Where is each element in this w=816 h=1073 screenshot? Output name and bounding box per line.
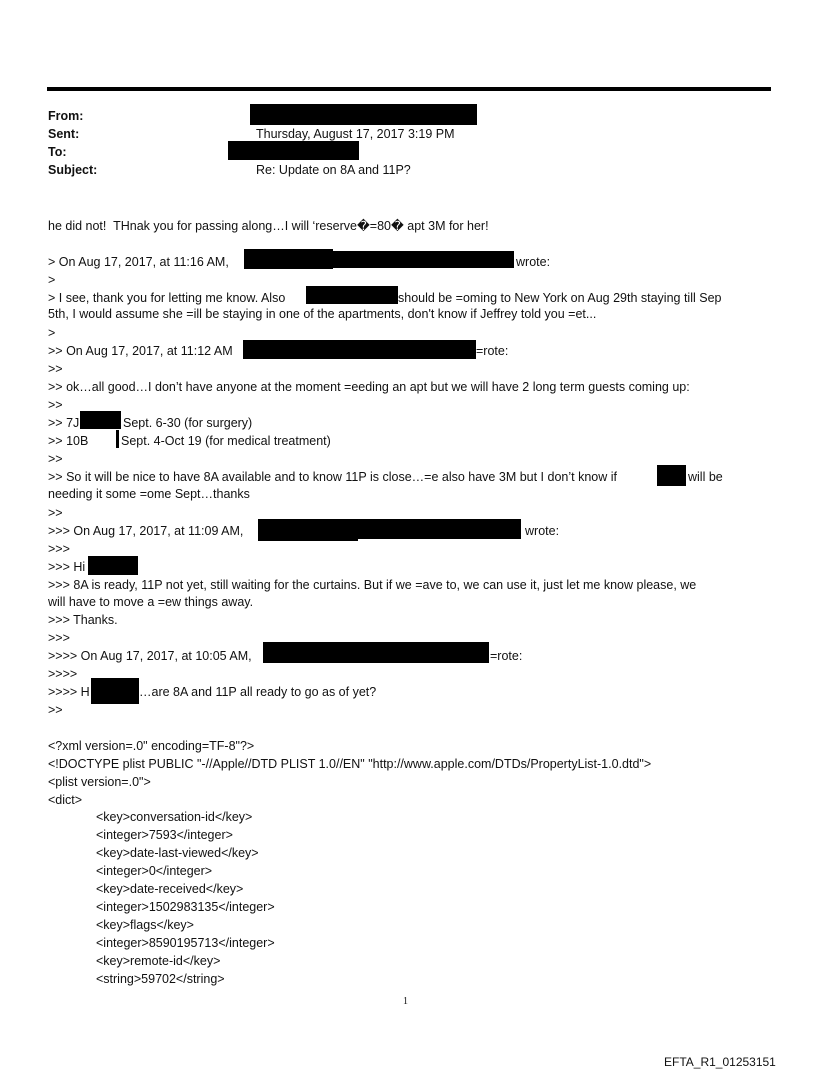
plist-line: <key>remote-id</key>: [96, 954, 221, 968]
from-label: From:: [48, 109, 84, 123]
document-id: EFTA_R1_01253151: [664, 1055, 776, 1069]
quote-header: > On Aug 17, 2017, at 11:16 AM,: [48, 255, 229, 269]
body-line: >>: [48, 703, 63, 717]
body-line: >>> 8A is ready, 11P not yet, still waiting for the curtains. But if we =ave to, we can use it, just let me know please, we: [48, 578, 697, 592]
plist-line: <?xml version=.0" encoding=TF-8"?>: [48, 739, 255, 753]
plist-line: <key>date-last-viewed</key>: [96, 846, 259, 860]
subject-value: Re: Update on 8A and 11P?: [256, 163, 411, 177]
body-line: >> So it will be nice to have 8A available and to know 11P is close…=e also have 3M but I don’t know if: [48, 470, 617, 484]
quote-header-end: =rote:: [476, 344, 509, 358]
quote-header-end: =rote:: [490, 649, 523, 663]
redaction: [243, 340, 476, 359]
plist-line: <key>date-received</key>: [96, 882, 244, 896]
subject-label: Subject:: [48, 163, 98, 177]
body-line-cont: should be =oming to New York on Aug 29th staying till Sep: [398, 291, 722, 305]
plist-line: <string>59702</string>: [96, 972, 225, 986]
body-line: he did not! THnak you for passing along…I will ‘reserve�=80� apt 3M for her!: [48, 219, 489, 233]
body-line: needing it some =ome Sept…thanks: [48, 487, 250, 501]
plist-line: <integer>1502983135</integer>: [96, 900, 275, 914]
body-line: >>>> H: [48, 685, 90, 699]
to-redaction: [228, 141, 359, 160]
body-line: >>>: [48, 542, 70, 556]
plist-line: <dict>: [48, 793, 83, 807]
page-number: 1: [403, 996, 408, 1007]
body-line: >> 10B: [48, 434, 89, 448]
redaction: [356, 519, 521, 539]
body-line: will have to move a =ew things away.: [48, 595, 254, 609]
redaction: [657, 465, 686, 486]
body-line: >>> Thanks.: [48, 613, 118, 627]
quote-header: >>>> On Aug 17, 2017, at 10:05 AM,: [48, 649, 252, 663]
redaction: [258, 519, 358, 541]
body-line: >: [48, 326, 56, 340]
body-line: >>>>: [48, 667, 78, 681]
quote-header-end: wrote:: [516, 255, 551, 269]
redaction: [263, 642, 489, 663]
redaction: [306, 286, 398, 304]
redaction: [116, 430, 119, 448]
body-line: >>: [48, 362, 63, 376]
redaction: [88, 556, 138, 575]
plist-line: <integer>8590195713</integer>: [96, 936, 275, 950]
body-line-cont: Sept. 6-30 (for surgery): [123, 416, 253, 430]
to-label: To:: [48, 145, 67, 159]
quote-header-end: wrote:: [525, 524, 560, 538]
plist-line: <integer>0</integer>: [96, 864, 213, 878]
quote-header: >> On Aug 17, 2017, at 11:12 AM: [48, 344, 233, 358]
redaction: [332, 251, 514, 268]
redaction: [91, 678, 139, 704]
quote-header: >>> On Aug 17, 2017, at 11:09 AM,: [48, 524, 244, 538]
header-divider: [47, 87, 771, 91]
body-line: >>> Hi: [48, 560, 86, 574]
redaction: [244, 249, 333, 269]
body-line: 5th, I would assume she =ill be staying in one of the apartments, don't know if Jeffrey told you =et...: [48, 307, 597, 321]
plist-line: <integer>7593</integer>: [96, 828, 233, 842]
body-line: >>: [48, 398, 63, 412]
body-line: >> ok…all good…I don’t have anyone at the moment =eeding an apt but we will have 2 long term guests coming up:: [48, 380, 690, 394]
plist-line: <plist version=.0">: [48, 775, 151, 789]
redaction: [80, 411, 121, 429]
body-line-cont: …are 8A and 11P all ready to go as of yet?: [139, 685, 377, 699]
plist-line: <key>flags</key>: [96, 918, 194, 932]
body-line: >>: [48, 452, 63, 466]
body-line: > I see, thank you for letting me know. Also: [48, 291, 286, 305]
sent-value: Thursday, August 17, 2017 3:19 PM: [256, 127, 455, 141]
plist-line: <key>conversation-id</key>: [96, 810, 253, 824]
body-line-cont: Sept. 4-Oct 19 (for medical treatment): [121, 434, 331, 448]
plist-line: <!DOCTYPE plist PUBLIC "-//Apple//DTD PLIST 1.0//EN" "http://www.apple.com/DTDs/PropertyList-1.0.dtd">: [48, 757, 652, 771]
body-line: >>>: [48, 631, 70, 645]
body-line: >> 7J: [48, 416, 80, 430]
body-line: >>: [48, 506, 63, 520]
sent-label: Sent:: [48, 127, 80, 141]
body-line: >: [48, 273, 56, 287]
from-redaction: [250, 104, 477, 125]
body-line-cont: will be: [688, 470, 723, 484]
